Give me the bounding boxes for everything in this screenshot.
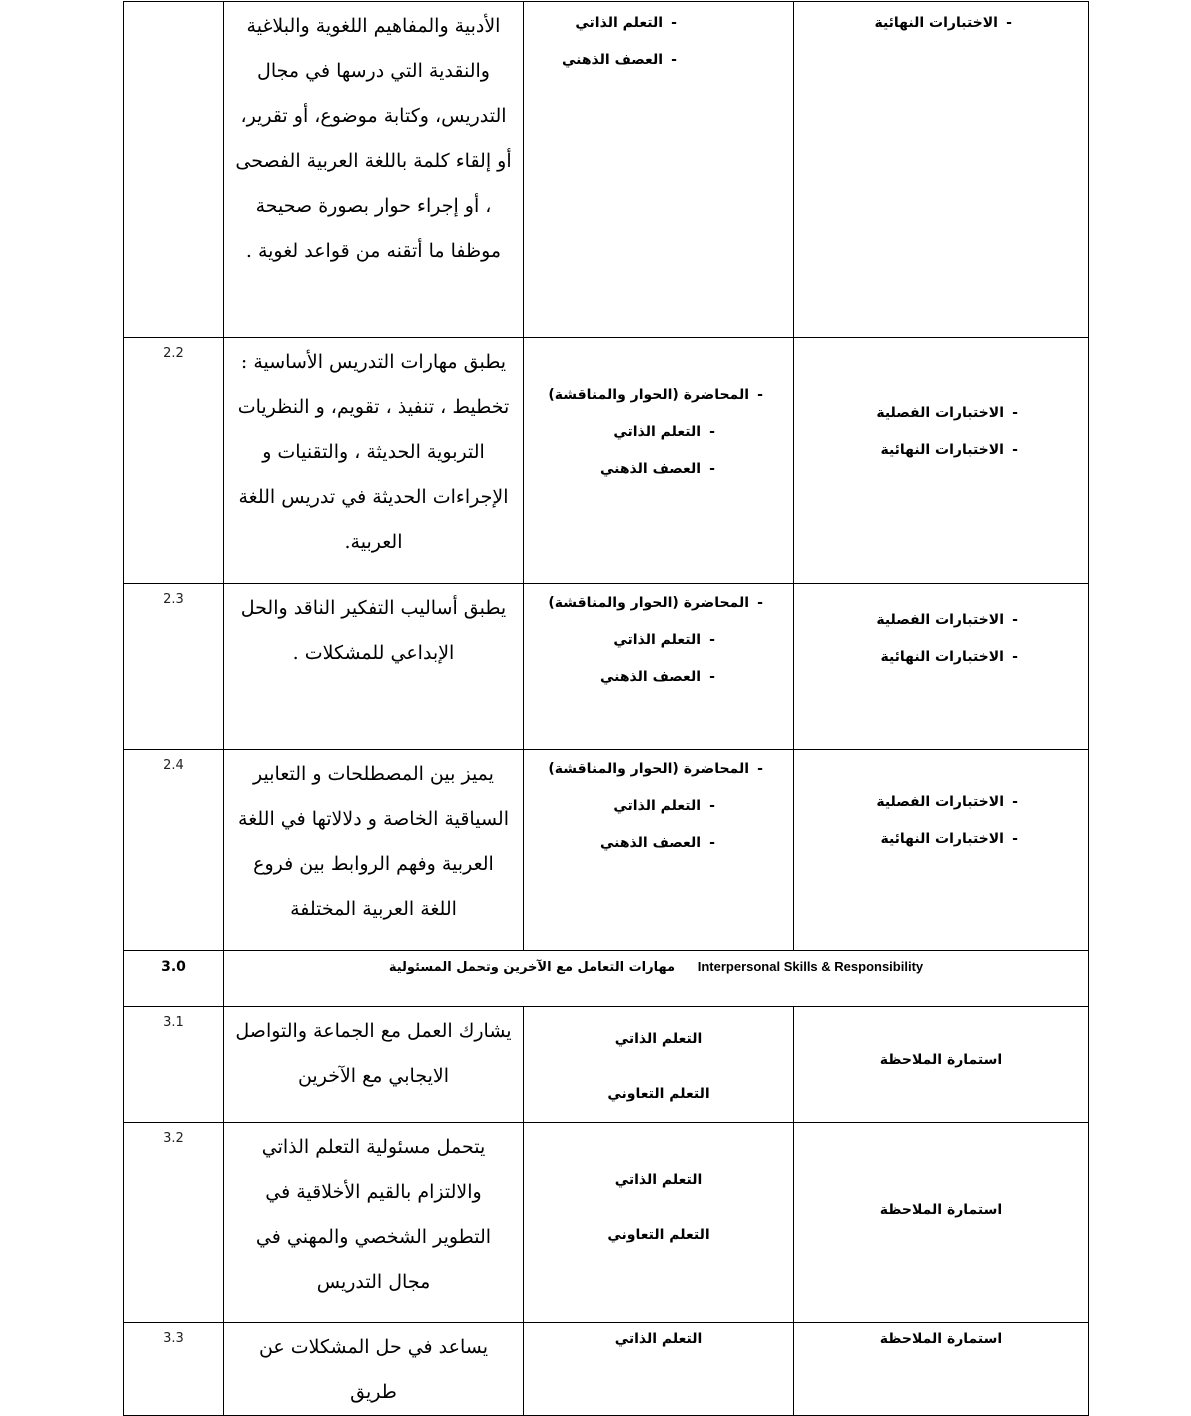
strategy-item: التعلم التعاوني [607, 1226, 710, 1243]
dash-bullet: - [757, 387, 763, 403]
dash-bullet: - [709, 798, 715, 814]
list-item: -العصف الذهني [524, 42, 723, 79]
strategy-item: التعلم الذاتي [614, 1331, 703, 1347]
dash-bullet: - [1012, 612, 1018, 628]
list-item: -العصف الذهني [524, 825, 771, 862]
outcome-text: يشارك العمل مع الجماعة والتواصل الايجابي مع الآخرين [224, 1007, 524, 1123]
dash-bullet: - [709, 632, 715, 648]
assessment-list [794, 5, 1088, 42]
list-item: -الاختبارات النهائية [794, 821, 1026, 858]
assessment-cell [794, 338, 1089, 584]
section-title-en: Interpersonal Skills & Responsibility [697, 959, 924, 974]
strategies-cell [524, 1123, 794, 1323]
strategies-list [524, 5, 793, 79]
list-item: -المحاضرة (الحوار والمناقشة) [524, 585, 771, 622]
list-item: -الاختبارات النهائية [794, 5, 1020, 42]
outcome-text: يميز بين المصطلحات و التعابير السياقية الخاصة و دلالاتها في اللغة العربية وفهم الروابط بين فروع اللغة العربية المختلفة [224, 750, 524, 951]
section-title [224, 951, 1089, 1007]
list-item: -المحاضرة (الحوار والمناقشة) [524, 377, 771, 414]
assessment-cell [794, 750, 1089, 951]
strategies-cell [524, 2, 794, 338]
table-row [124, 338, 1089, 584]
assessment-cell [794, 2, 1089, 338]
dash-bullet: - [1012, 831, 1018, 847]
dash-bullet: - [709, 835, 715, 851]
list-item: -التعلم الذاتي [524, 5, 723, 42]
table-row [124, 2, 1089, 338]
table-row [124, 1007, 1089, 1123]
assessment-cell [794, 1323, 1089, 1416]
strategies-cell [524, 584, 794, 750]
list-item: -التعلم الذاتي [524, 414, 771, 451]
section-title-ar: مهارات التعامل مع الآخرين وتحمل المسئولية [388, 960, 676, 975]
dash-bullet: - [709, 461, 715, 477]
assessment-list [794, 784, 1088, 858]
outcome-text: يطبق أساليب التفكير الناقد والحل الإبداعي للمشكلات . [224, 584, 524, 750]
table-row [124, 1123, 1089, 1323]
dash-bullet: - [1012, 405, 1018, 421]
dash-bullet: - [671, 15, 677, 31]
assessment-list [794, 602, 1088, 676]
dash-bullet: - [709, 669, 715, 685]
assessment-item: استمارة الملاحظة [879, 1202, 1003, 1218]
outcome-text: الأدبية والمفاهيم اللغوية والبلاغية والنقدية التي درسها في مجال التدريس، وكتابة موضوع، أو تقرير، أو إلقاء كلمة باللغة العربية الفصحى ، أو إجراء حوار بصورة صحيحة موظفا ما أتقنه من قواعد لغوية . [224, 2, 524, 338]
list-item: -الاختبارات الفصلية [794, 395, 1026, 432]
table-row [124, 1323, 1089, 1416]
list-item: -الاختبارات النهائية [794, 432, 1026, 469]
list-item: -الاختبارات النهائية [794, 639, 1026, 676]
outcome-number: 3.2 [124, 1123, 224, 1323]
dash-bullet: - [671, 52, 677, 68]
strategies-cell [524, 338, 794, 584]
dash-bullet: - [709, 424, 715, 440]
list-item: -التعلم الذاتي [524, 622, 771, 659]
outcome-number: 2.3 [124, 584, 224, 750]
table-row [124, 750, 1089, 951]
strategies-cell [524, 1323, 794, 1416]
list-item: -الاختبارات الفصلية [794, 784, 1026, 821]
dash-bullet: - [757, 761, 763, 777]
outcome-number [124, 2, 224, 338]
list-item: -العصف الذهني [524, 451, 771, 488]
assessment-cell [794, 1123, 1089, 1323]
learning-outcomes-table [123, 1, 1089, 1416]
assessment-list [794, 395, 1088, 469]
strategies-list [524, 751, 793, 862]
dash-bullet: - [1006, 15, 1012, 31]
strategies-cell [524, 1007, 794, 1123]
dash-bullet: - [757, 595, 763, 611]
list-item: -الاختبارات الفصلية [794, 602, 1026, 639]
section-number: 3.0 [124, 951, 224, 1007]
assessment-cell [794, 1007, 1089, 1123]
outcome-text: يساعد في حل المشكلات عن طريق [224, 1323, 524, 1416]
list-item: -التعلم الذاتي [524, 788, 771, 825]
assessment-cell [794, 584, 1089, 750]
list-item: -العصف الذهني [524, 659, 771, 696]
table-row [124, 584, 1089, 750]
outcome-number: 3.3 [124, 1323, 224, 1416]
assessment-item: استمارة الملاحظة [879, 1051, 1003, 1068]
strategy-item: التعلم التعاوني [607, 1086, 710, 1102]
dash-bullet: - [1012, 794, 1018, 810]
strategy-item: التعلم الذاتي [614, 1031, 703, 1047]
outcome-number: 2.2 [124, 338, 224, 584]
dash-bullet: - [1012, 442, 1018, 458]
strategies-cell [524, 750, 794, 951]
assessment-item: استمارة الملاحظة [879, 1331, 1003, 1347]
strategy-item: التعلم الذاتي [614, 1171, 703, 1188]
strategies-list [524, 585, 793, 696]
strategies-list [524, 377, 793, 488]
outcome-text: يطبق مهارات التدريس الأساسية : تخطيط ، تنفيذ ، تقويم، و النظريات التربوية الحديثة ، والتقنيات و الإجراءات الحديثة في تدريس اللغة العربية. [224, 338, 524, 584]
outcome-number: 3.1 [124, 1007, 224, 1123]
dash-bullet: - [1012, 649, 1018, 665]
list-item: -المحاضرة (الحوار والمناقشة) [524, 751, 771, 788]
outcome-number: 2.4 [124, 750, 224, 951]
section-header-row [124, 951, 1089, 1007]
outcome-text: يتحمل مسئولية التعلم الذاتي والالتزام بالقيم الأخلاقية في التطوير الشخصي والمهني في مجال التدريس [224, 1123, 524, 1323]
